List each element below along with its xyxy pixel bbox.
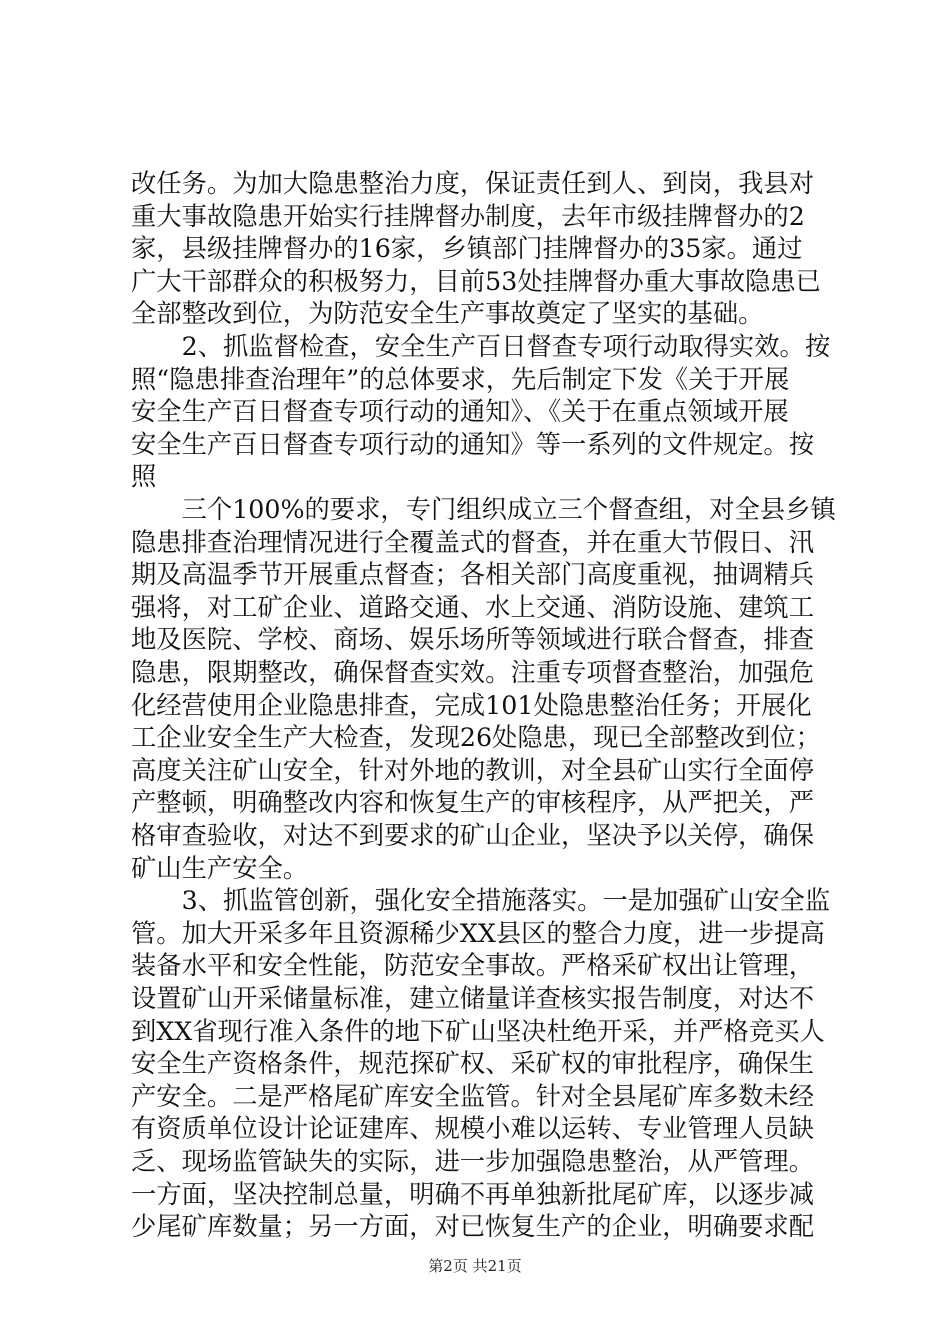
- text-line-24: 管。加大开采多年且资源稀少XX县区的整合力度，进一步提高: [131, 918, 825, 948]
- text-line-1: 改任务。为加大隐患整治力度，保证责任到人、到岗，我县对: [131, 169, 815, 198]
- text-line-33: 少尾矿库数量；另一方面，对已恢复生产的企业，明确要求配: [131, 1212, 815, 1242]
- text-line-19: 高度关注矿山安全，针对外地的教训，对全县矿山实行全面停: [131, 755, 815, 785]
- text-line-26: 设置矿山开采储量标准，建立储量详查核实报告制度，对达不: [131, 984, 815, 1013]
- text-line-9: 安全生产百日督查专项行动的通知》等一系列的文件规定。按: [131, 429, 815, 459]
- text-line-18: 工企业安全生产大检查，发现26处隐患，现已全部整改到位；: [131, 723, 821, 753]
- text-line-13: 期及高温季节开展重点督查；各相关部门高度重视，抽调精兵: [131, 560, 815, 590]
- text-line-21: 格审查验收，对达不到要求的矿山企业，坚决予以关停，确保: [131, 821, 815, 850]
- text-line-3: 家，县级挂牌督办的16家，乡镇部门挂牌督办的35家。通过: [131, 234, 803, 264]
- text-line-17: 化经营使用企业隐患排查，完成101处隐患整治任务；开展化: [131, 690, 812, 720]
- text-line-11: 三个100%的要求，专门组织成立三个督查组，对全县乡镇: [131, 495, 836, 524]
- text-line-16: 隐患，限期整改，确保督查实效。注重专项督查整治，加强危: [131, 658, 815, 687]
- text-line-23: 3、抓监管创新，强化安全措施落实。一是加强矿山安全监: [131, 886, 831, 916]
- text-line-32: 一方面，坚决控制总量，明确不再单独新批尾矿库，以逐步减: [131, 1179, 815, 1209]
- text-line-29: 产安全。二是严格尾矿库安全监管。针对全县尾矿库多数未经: [131, 1081, 815, 1111]
- text-line-14: 强将，对工矿企业、道路交通、水上交通、消防设施、建筑工: [131, 592, 815, 622]
- text-line-31: 乏、现场监管缺失的实际，进一步加强隐患整治，从严管理。: [131, 1147, 815, 1176]
- text-line-15: 地及医院、学校、商场、娱乐场所等领域进行联合督查，排查: [131, 625, 815, 655]
- text-line-7: 照“隐患排查治理年”的总体要求，先后制定下发《关于开展: [131, 364, 790, 394]
- text-line-30: 有资质单位设计论证建库、规模小难以运转、专业管理人员缺: [131, 1114, 815, 1144]
- text-line-10: 照: [131, 462, 157, 492]
- text-line-2: 重大事故隐患开始实行挂牌督办制度，去年市级挂牌督办的2: [131, 201, 805, 231]
- text-line-8: 安全生产百日督查专项行动的通知》、《关于在重点领域开展: [131, 397, 789, 427]
- text-line-20: 产整顿，明确整改内容和恢复生产的审核程序，从严把关，严: [131, 788, 815, 818]
- text-line-22: 矿山生产安全。: [131, 853, 309, 883]
- page-footer: 第2页 共21页: [428, 1256, 522, 1275]
- text-line-25: 装备水平和安全性能，防范安全事故。严格采矿权出让管理，: [131, 951, 815, 981]
- text-line-5: 全部整改到位，为防范安全生产事故奠定了坚实的基础。: [131, 299, 764, 329]
- text-line-12: 隐患排查治理情况进行全覆盖式的督查，并在重大节假日、汛: [131, 527, 815, 557]
- text-line-28: 安全生产资格条件，规范探矿权、采矿权的审批程序，确保生: [131, 1049, 815, 1079]
- text-line-27: 到XX省现行准入条件的地下矿山坚决杜绝开采，并严格竞买人: [131, 1016, 825, 1046]
- text-line-6: 2、抓监督检查，安全生产百日督查专项行动取得实效。按: [131, 332, 831, 361]
- text-line-4: 广大干部群众的积极努力，目前53处挂牌督办重大事故隐患已: [131, 266, 821, 296]
